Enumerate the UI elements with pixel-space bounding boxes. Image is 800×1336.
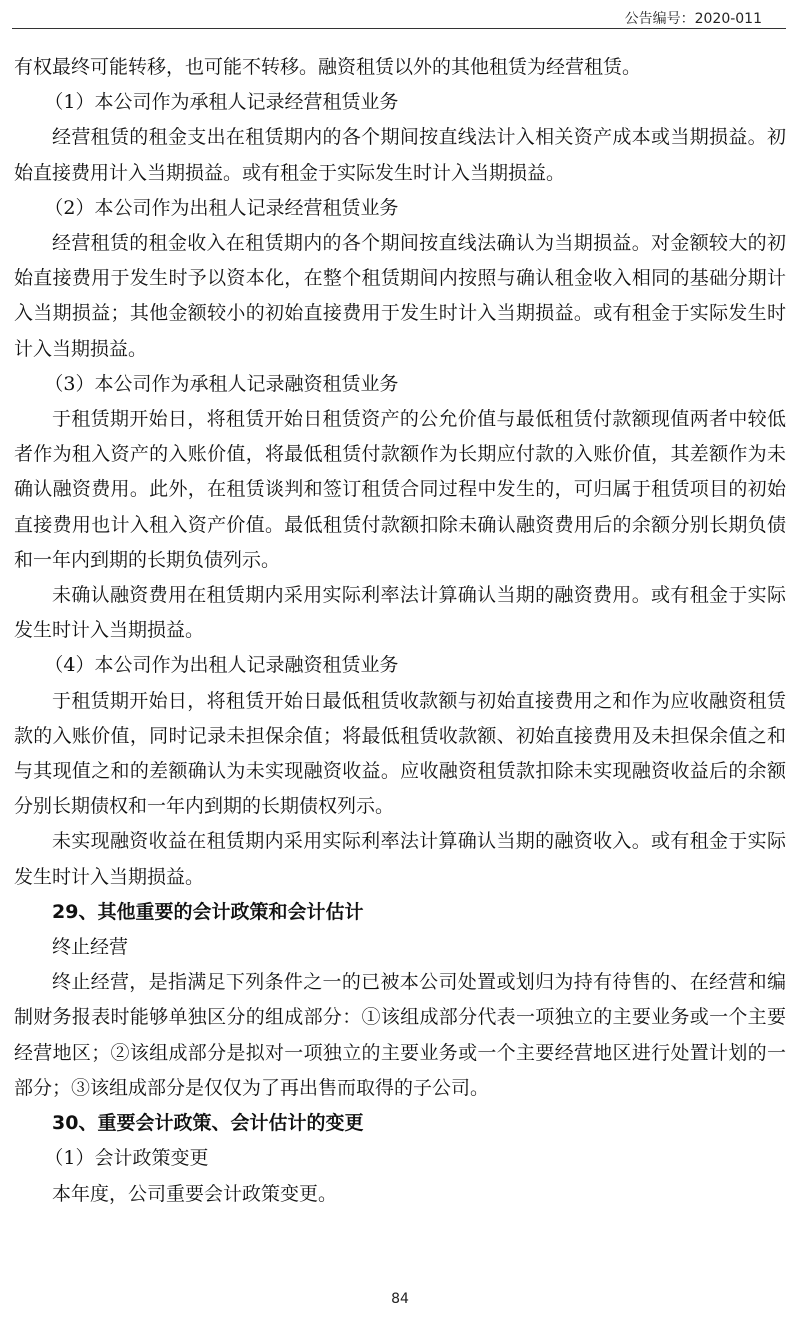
page-number: 84 <box>391 1291 409 1307</box>
subsection-label: 终止经营 <box>52 936 129 959</box>
document-number: 公告编号：2020-011 <box>624 11 762 27</box>
subsection-heading: （1）会计政策变更 <box>44 1147 209 1170</box>
subsection-heading: （4）本公司作为出租人记录融资租赁业务 <box>44 654 399 677</box>
subsection-heading: （3）本公司作为承租人记录融资租赁业务 <box>44 372 399 395</box>
header-divider <box>12 28 786 29</box>
body-paragraph: 有权最终可能转移，也可能不转移。融资租赁以外的其他租赁为经营租赁。 <box>14 56 642 78</box>
body-paragraph: 未确认融资费用在租赁期内采用实际利率法计算确认当期的融资费用。或有租金于实际发生时计入当期损益。 <box>14 584 786 642</box>
subsection-heading: （1）本公司作为承租人记录经营租赁业务 <box>44 91 399 114</box>
body-paragraph: 经营租赁的租金收入在租赁期内的各个期间按直线法确认为当期损益。对金额较大的初始直接费用于发生时予以资本化，在整个租赁期间内按照与确认租金收入相同的基础分期计入当期损益；其他金额较小的初始直接费用于发生时计入当期损益。或有租金于实际发生时计入当期损益。 <box>14 232 786 360</box>
subsection-heading: （2）本公司作为出租人记录经营租赁业务 <box>44 196 399 219</box>
body-paragraph: 于租赁期开始日，将租赁开始日最低租赁收款额与初始直接费用之和作为应收融资租赁款的入账价值，同时记录未担保余值；将最低租赁收款额、初始直接费用及未担保余值之和与其现值之和的差额确认为未实现融资收益。应收融资租赁款扣除未实现融资收益后的余额分别长期债权和一年内到期的长期债权列示。 <box>14 689 786 818</box>
section-heading-29: 29、其他重要的会计政策和会计估计 <box>52 900 364 923</box>
document-body <box>14 50 786 1212</box>
section-heading-30: 30、重要会计政策、会计估计的变更 <box>52 1112 364 1135</box>
body-paragraph: 终止经营，是指满足下列条件之一的已被本公司处置或划归为持有待售的、在经营和编制财务报表时能够单独区分的组成部分：①该组成部分代表一项独立的主要业务或一个主要经营地区；②该组成部分是拟对一项独立的主要业务或一个主要经营地区进行处置计划的一部分；③该组成部分是仅仅为了再出售而取得的子公司。 <box>14 971 786 1099</box>
body-paragraph: 于租赁期开始日，将租赁开始日租赁资产的公允价值与最低租赁付款额现值两者中较低者作为租入资产的入账价值，将最低租赁付款额作为长期应付款的入账价值，其差额作为未确认融资费用。此外，在租赁谈判和签订租赁合同过程中发生的，可归属于租赁项目的初始直接费用也计入租入资产价值。最低租赁付款额扣除未确认融资费用后的余额分别长期负债和一年内到期的长期负债列示。 <box>14 408 786 571</box>
body-paragraph: 未实现融资收益在租赁期内采用实际利率法计算确认当期的融资收入。或有租金于实际发生时计入当期损益。 <box>14 830 786 888</box>
body-paragraph: 经营租赁的租金支出在租赁期内的各个期间按直线法计入相关资产成本或当期损益。初始直接费用计入当期损益。或有租金于实际发生时计入当期损益。 <box>14 126 786 184</box>
body-paragraph: 本年度，公司重要会计政策变更。 <box>52 1182 338 1205</box>
